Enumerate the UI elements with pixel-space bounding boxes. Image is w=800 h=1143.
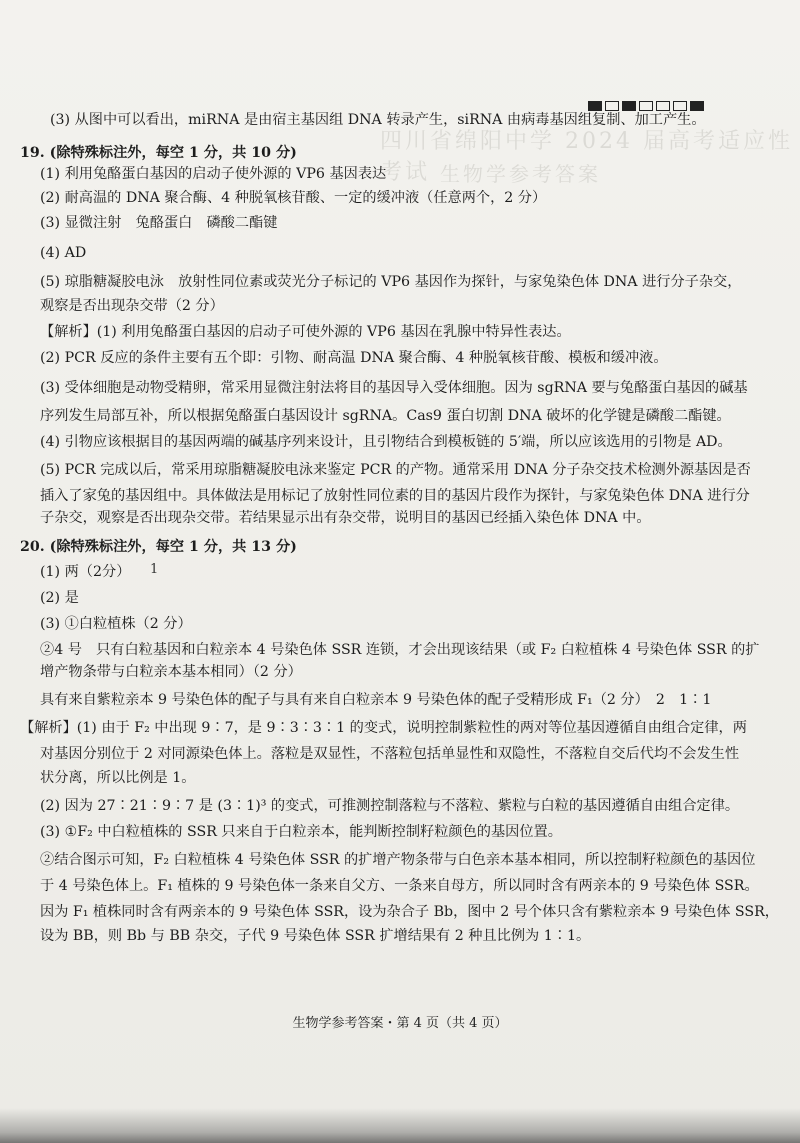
q19-answer-4: (4) AD xyxy=(40,245,87,261)
q20-header: 20. (除特殊标注外，每空 1 分，共 13 分) xyxy=(20,539,297,555)
q19-header: 19. (除特殊标注外，每空 1 分，共 10 分) xyxy=(20,145,297,161)
q20-answer-3-1: (3) ①白粒植株（2 分） xyxy=(40,616,192,632)
scan-edge-shadow xyxy=(0,1108,800,1143)
q19-analysis-5: (5) PCR 完成以后，常采用琼脂糖凝胶电泳来鉴定 PCR 的产物。通常采用 DNA 分子杂交技术检测外源基因是否 xyxy=(40,462,751,478)
q20-analysis-3-2-cont3: 设为 BB，则 Bb 与 BB 杂交，子代 9 号染色体 SSR 扩增结果有 2 种且比例为 1∶1。 xyxy=(40,928,591,944)
q20-analysis-3-2-cont2: 因为 F₁ 植株同时含有两亲本的 9 号染色体 SSR，设为杂合子 Bb，图中 2 号个体只含有紫粒亲本 9 号染色体 SSR， xyxy=(40,904,779,920)
q19-analysis-2: (2) PCR 反应的条件主要有五个即：引物、耐高温 DNA 聚合酶、4 种脱氧核苷酸、模板和缓冲液。 xyxy=(40,350,668,366)
q19-answer-3: (3) 显微注射 兔酪蛋白 磷酸二酯键 xyxy=(40,215,278,231)
q19-analysis-4: (4) 引物应该根据目的基因两端的碱基序列来设计，且引物结合到模板链的 5′端，所以应该选用的引物是 AD。 xyxy=(40,434,732,450)
q20-analysis-3-2: ②结合图示可知，F₂ 白粒植株 4 号染色体 SSR 的扩增产物条带与白色亲本基本相同，所以控制籽粒颜色的基因位 xyxy=(40,852,756,868)
q20-answer-3-2: ②4 号 只有白粒基因和白粒亲本 4 号染色体 SSR 连锁，才会出现该结果（或 F₂ 白粒植株 4 号染色体 SSR 的扩 xyxy=(40,642,760,658)
q20-analysis-3-1: (3) ①F₂ 中白粒植株的 SSR 只来自于白粒亲本，能判断控制籽粒颜色的基因位置。 xyxy=(40,824,562,840)
q19-answer-5-cont: 观察是否出现杂交带（2 分） xyxy=(40,298,224,314)
q20-answer-1: (1) 两（2分） xyxy=(40,564,131,580)
q20-analysis-3-2-cont: 于 4 号染色体上。F₁ 植株的 9 号染色体一条来自父方、一条来自母方，所以同时含有两亲本的 9 号染色体 SSR。 xyxy=(40,878,759,894)
bleed-through-title: 四川省绵阳中学 2024 届高考适应性考试 xyxy=(380,129,793,185)
q20-analysis-1-cont: 对基因分别位于 2 对同源染色体上。落粒是双显性，不落粒包括单显性和双隐性，不落粒自交后代均不会发生性 xyxy=(40,746,740,762)
q19-answer-2: (2) 耐高温的 DNA 聚合酶、4 种脱氧核苷酸、一定的缓冲液（任意两个，2 分） xyxy=(40,190,547,206)
q19-analysis-5-cont: 插入了家兔的基因组中。具体做法是用标记了放射性同位素的目的基因片段作为探针，与家兔染色体 DNA 进行分 xyxy=(40,488,750,504)
page-footer: 生物学参考答案・第 4 页（共 4 页） xyxy=(292,1016,508,1031)
bleed-through-subtitle: 生物学参考答案 xyxy=(440,162,601,186)
q20-analysis-1: 【解析】(1) 由于 F₂ 中出现 9∶7，是 9∶3∶3∶1 的变式，说明控制紫粒性的两对等位基因遵循自由组合定律，两 xyxy=(20,720,747,736)
q19-answer-5: (5) 琼脂糖凝胶电泳 放射性同位素或荧光分子标记的 VP6 基因作为探针，与家兔染色体 DNA 进行分子杂交， xyxy=(40,274,742,290)
q19-analysis-3: (3) 受体细胞是动物受精卵，常采用显微注射法将目的基因导入受体细胞。因为 sgRNA 要与兔酪蛋白基因的碱基 xyxy=(40,380,748,396)
q19-analysis-1: 【解析】(1) 利用兔酪蛋白基因的启动子可使外源的 VP6 基因在乳腺中特异性表达。 xyxy=(40,324,571,340)
q19-analysis-5-cont2: 子杂交，观察是否出现杂交带。若结果显示出有杂交带，说明目的基因已经插入染色体 DNA 中。 xyxy=(40,510,651,526)
q20-analysis-1-cont2: 状分离，所以比例是 1。 xyxy=(40,770,196,786)
q20-answer-3-2-cont: 增产物条带与白粒亲本基本相同）（2 分） xyxy=(40,664,302,680)
q20-analysis-2: (2) 因为 27∶21∶9∶7 是 (3∶1)³ 的变式，可推测控制落粒与不落粒、紫粒与白粒的基因遵循自由组合定律。 xyxy=(40,798,740,814)
q20-answer-2: (2) 是 xyxy=(40,590,79,606)
handwritten-mark: 1 xyxy=(150,562,159,577)
q19-answer-1: (1) 利用兔酪蛋白基因的启动子使外源的 VP6 基因表达 xyxy=(40,166,387,182)
q19-analysis-3-cont: 序列发生局部互补，所以根据兔酪蛋白基因设计 sgRNA。Cas9 蛋白切割 DNA 破坏的化学键是磷酸二酯键。 xyxy=(40,408,731,424)
q18-item-3: (3) 从图中可以看出，miRNA 是由宿主基因组 DNA 转录产生，siRNA 由病毒基因组复制、加工产生。 xyxy=(50,112,706,128)
q20-answer-3-3: 具有来自紫粒亲本 9 号染色体的配子与具有来自白粒亲本 9 号染色体的配子受精形成 F₁（2 分） 2 1∶1 xyxy=(40,692,712,708)
